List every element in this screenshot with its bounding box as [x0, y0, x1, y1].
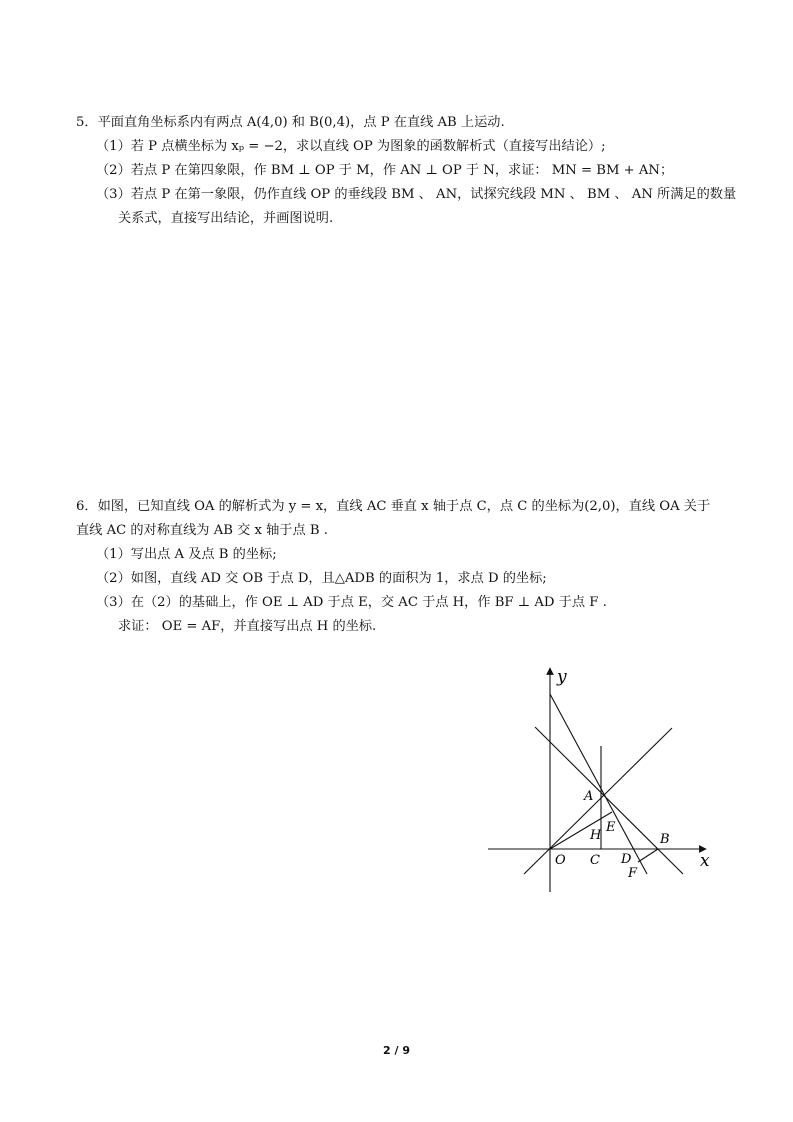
label-point-h: H [590, 828, 602, 843]
q6-stem-line2: 直线 AC 的对称直线为 AB 交 x 轴于点 B . [76, 523, 328, 538]
label-point-b: B [660, 832, 670, 847]
label-point-e: E [606, 820, 616, 835]
line-oe [550, 812, 612, 849]
label-point-a: A [584, 789, 594, 804]
q6-part3-line2: 求证： OE = AF，并直接写出点 H 的坐标. [118, 619, 377, 634]
q5-part1: （1）若 P 点横坐标为 xₚ = −2，求以直线 OP 为图象的函数解析式（直接写出结论）; [96, 139, 606, 154]
label-point-c: C [590, 853, 600, 868]
q6-part1: （1）写出点 A 及点 B 的坐标; [96, 547, 277, 562]
label-point-f: F [628, 866, 638, 881]
q5-part2: （2）若点 P 在第四象限，作 BM ⊥ OP 于 M，作 AN ⊥ OP 于 N，求证： MN = BM + AN； [96, 163, 674, 178]
q5-part3-line2: 关系式，直接写出结论，并画图说明. [118, 211, 334, 226]
page-number: 2 / 9 [383, 1044, 410, 1057]
q6-part3-line1: （3）在（2）的基础上，作 OE ⊥ AD 于点 E，交 AC 于点 H，作 BF ⊥ AD 于点 F . [96, 595, 607, 610]
line-ab [535, 727, 683, 874]
q6-part2: （2）如图，直线 AD 交 OB 于点 D，且△ADB 的面积为 1，求点 D 的坐标; [96, 571, 547, 586]
label-y-axis: y [557, 667, 567, 687]
q5-part3-line1: （3）若点 P 在第一象限，仍作直线 OP 的垂线段 BM 、 AN，试探究线段 MN 、 BM 、 AN 所满足的数量 [96, 187, 737, 202]
q5-stem: 5．平面直角坐标系内有两点 A(4,0) 和 B(0,4)，点 P 在直线 AB 上运动. [76, 115, 505, 130]
label-x-axis: x [700, 851, 710, 871]
line-oa [524, 728, 672, 874]
line-ad [550, 694, 647, 874]
q6-stem-line1: 6．如图，已知直线 OA 的解析式为 y = x，直线 AC 垂直 x 轴于点 C，点 C 的坐标为(2,0)，直线 OA 关于 [76, 499, 711, 514]
label-point-d: D [621, 852, 632, 867]
label-point-o: O [555, 853, 566, 868]
line-bf [638, 849, 658, 862]
